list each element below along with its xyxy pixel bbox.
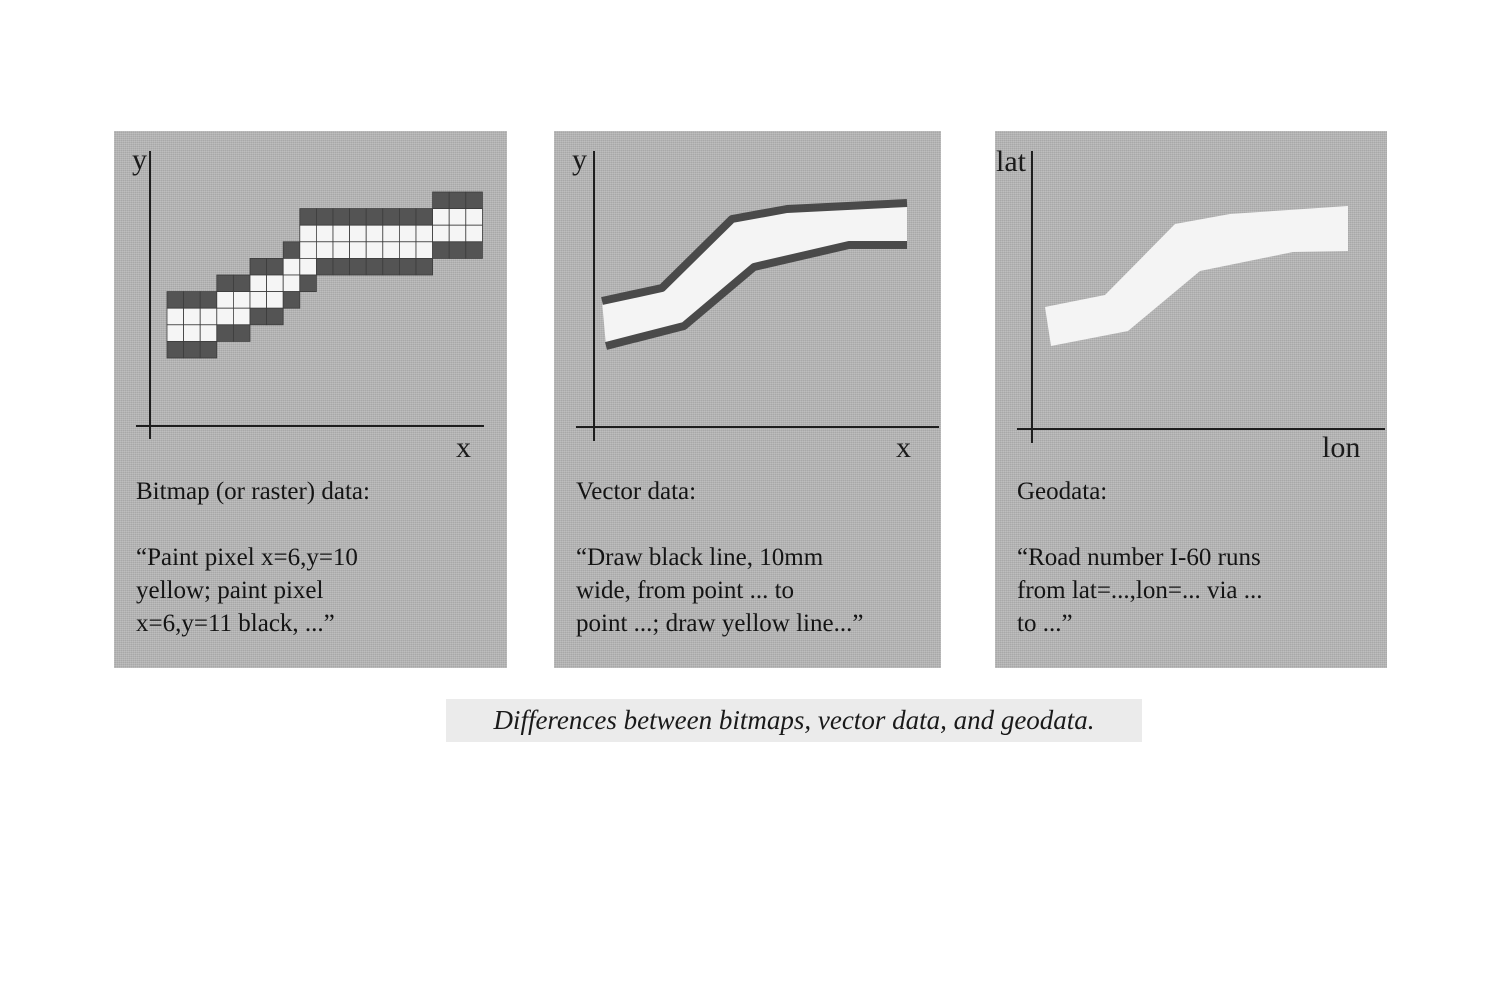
dark-pixel xyxy=(300,209,317,226)
light-pixel xyxy=(217,292,234,309)
vector-plot xyxy=(554,131,941,471)
dark-pixel xyxy=(217,325,234,342)
geodata-panel xyxy=(995,131,1387,668)
light-pixel xyxy=(350,242,367,259)
dark-pixel xyxy=(416,258,433,275)
dark-pixel xyxy=(449,242,466,259)
light-pixel xyxy=(333,242,350,259)
panel-heading: Bitmap (or raster) data: xyxy=(136,478,370,505)
light-pixel xyxy=(449,209,466,226)
dark-pixel xyxy=(416,209,433,226)
dark-pixel xyxy=(167,341,184,358)
light-pixel xyxy=(300,225,317,242)
light-pixel xyxy=(233,292,250,309)
bitmap-panel xyxy=(114,131,507,668)
dark-pixel xyxy=(233,275,250,292)
dark-pixel xyxy=(316,209,333,226)
dark-pixel xyxy=(184,292,201,309)
light-pixel xyxy=(416,242,433,259)
light-pixel xyxy=(433,225,450,242)
light-pixel xyxy=(184,325,201,342)
dark-pixel xyxy=(167,292,184,309)
light-pixel xyxy=(167,308,184,325)
light-pixel xyxy=(316,242,333,259)
dark-pixel xyxy=(200,292,217,309)
yellow-line-fill xyxy=(602,203,907,346)
dark-pixel xyxy=(399,258,416,275)
dark-pixel xyxy=(350,209,367,226)
dark-pixel xyxy=(283,292,300,309)
dark-pixel xyxy=(466,192,483,209)
light-pixel xyxy=(399,225,416,242)
dark-pixel xyxy=(399,209,416,226)
panel-description: “Draw black line, 10mm wide, from point ... to point ...; draw yellow line...” xyxy=(576,544,864,637)
dark-pixel xyxy=(383,258,400,275)
light-pixel xyxy=(283,258,300,275)
light-pixel xyxy=(250,275,267,292)
dark-pixel xyxy=(350,258,367,275)
dark-pixel xyxy=(333,209,350,226)
light-pixel xyxy=(267,292,284,309)
panel-description: “Paint pixel x=6,y=10 yellow; paint pixel x=6,y=11 black, ...” xyxy=(136,544,358,637)
light-pixel xyxy=(350,225,367,242)
light-pixel xyxy=(267,275,284,292)
dark-pixel xyxy=(333,258,350,275)
light-pixel xyxy=(167,325,184,342)
light-pixel xyxy=(184,308,201,325)
dark-pixel xyxy=(267,258,284,275)
light-pixel xyxy=(300,258,317,275)
light-pixel xyxy=(416,225,433,242)
dark-pixel xyxy=(366,258,383,275)
road-shape xyxy=(1045,206,1348,346)
lon-axis-label: lon xyxy=(1322,431,1361,464)
light-pixel xyxy=(250,292,267,309)
dark-pixel xyxy=(433,242,450,259)
light-pixel xyxy=(217,308,234,325)
light-pixel xyxy=(383,242,400,259)
light-pixel xyxy=(333,225,350,242)
light-pixel xyxy=(366,242,383,259)
dark-pixel xyxy=(267,308,284,325)
dark-pixel xyxy=(316,258,333,275)
vector-panel xyxy=(554,131,941,668)
bitmap-plot xyxy=(114,131,507,471)
light-pixel xyxy=(466,209,483,226)
y-axis-label: y xyxy=(572,143,587,176)
dark-pixel xyxy=(300,275,317,292)
dark-pixel xyxy=(233,325,250,342)
dark-pixel xyxy=(200,341,217,358)
geodata-plot xyxy=(995,131,1387,471)
light-pixel xyxy=(433,209,450,226)
light-pixel xyxy=(399,242,416,259)
pixel-grid xyxy=(167,192,482,358)
dark-pixel xyxy=(283,242,300,259)
light-pixel xyxy=(283,275,300,292)
panel-description: “Road number I-60 runs from lat=...,lon=... via ... to ...” xyxy=(1017,544,1263,637)
light-pixel xyxy=(200,325,217,342)
panel-heading: Geodata: xyxy=(1017,478,1108,505)
light-pixel xyxy=(449,225,466,242)
dark-pixel xyxy=(433,192,450,209)
light-pixel xyxy=(233,308,250,325)
lat-axis-label: lat xyxy=(996,145,1026,178)
dark-pixel xyxy=(250,258,267,275)
dark-pixel xyxy=(184,341,201,358)
dark-pixel xyxy=(366,209,383,226)
light-pixel xyxy=(200,308,217,325)
dark-pixel xyxy=(449,192,466,209)
light-pixel xyxy=(383,225,400,242)
light-pixel xyxy=(466,225,483,242)
y-axis-label: y xyxy=(132,143,147,176)
dark-pixel xyxy=(466,242,483,259)
light-pixel xyxy=(316,225,333,242)
x-axis-label: x xyxy=(456,431,471,464)
x-axis-label: x xyxy=(896,431,911,464)
light-pixel xyxy=(300,242,317,259)
light-pixel xyxy=(366,225,383,242)
dark-pixel xyxy=(217,275,234,292)
dark-pixel xyxy=(383,209,400,226)
panel-heading: Vector data: xyxy=(576,478,697,505)
figure-caption: Differences between bitmaps, vector data, and geodata. xyxy=(446,699,1142,742)
dark-pixel xyxy=(250,308,267,325)
